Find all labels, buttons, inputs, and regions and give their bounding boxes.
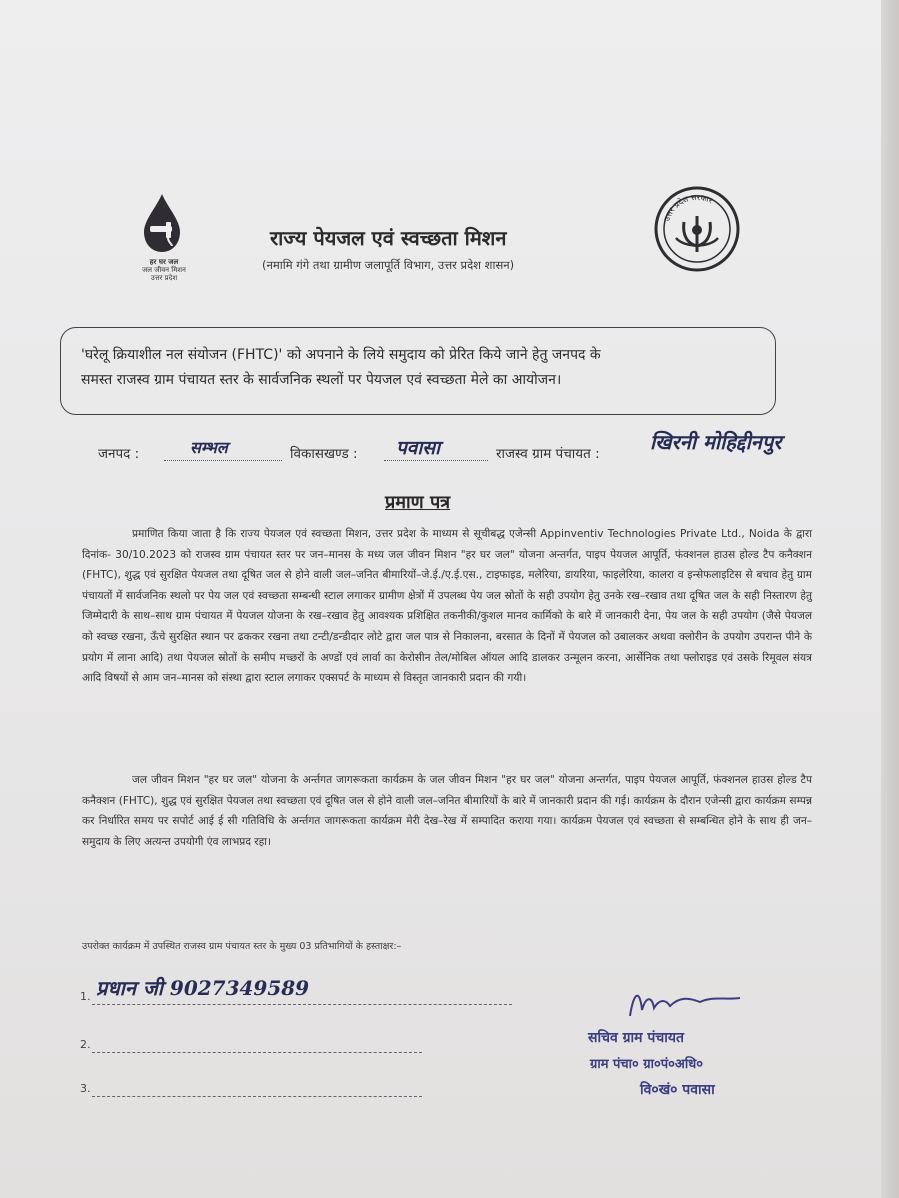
certificate-paragraph-2: जल जीवन मिशन "हर घर जल" योजना के अर्न्तगत जागरूकता कार्यक्रम के जल जीवन मिशन "हर घर जल" योजना अन्तर्गत, पाइप पेयजल आपूर्ति, फंक्शनल हाउस होल्ड टैप कनैक्शन (FHTC), शुद्ध एवं सुरक्षित पेयजल तथा स्वच्छता एवं दूषित जल से होने वाली जल–जनित बीमारियों के बारे में जानकारी प्रदान की गई। कार्यक्रम के दौरान एजेन्सी द्वारा कार्यक्रम सम्पन्न कर निर्धारित समय पर सपोर्ट आई ई सी गतिविधि के अर्न्तगत जागरूकता कार्यक्रम मेरी देख–रेख में सम्पादित कराया गया। कार्यक्रम पेयजल एवं स्वच्छता से सम्बन्धित होने के साथ ही जन–समुदाय के लिए अत्यन्त उपयोगी एंव लाभप्रद रहा। [82,774,812,848]
signature-number-3: 3. [80,1082,91,1095]
district-value: सम्भल [190,438,228,457]
signature-number-1: 1. [80,990,91,1003]
logo-caption-line3: उत्तर प्रदेश [150,274,178,282]
mission-title: राज्य पेयजल एवं स्वच्छता मिशन [270,226,507,250]
up-government-seal [654,186,740,272]
mission-subtitle: (नमामि गंगे तथा ग्रामीण जलापूर्ति विभाग, उत्तर प्रदेश शासन) [262,258,515,272]
village-value: खिरनी मोहिद्दीनपुर [650,430,782,454]
stamp-line-2: ग्राम पंचा० ग्रा०पं०अधि० [590,1057,703,1072]
stamp-line-1: सचिव ग्राम पंचायत [588,1030,684,1046]
har-ghar-jal-logo [128,192,200,282]
signature-line-3 [92,1086,422,1097]
signature-1-handwritten: प्रधान जी 9027349589 [96,976,310,1000]
banner-line-2: समस्त राजस्व ग्राम पंचायत स्तर के सार्वजनिक स्थलों पर पेयजल एवं स्वच्छता मेले का आयोजन। [81,372,562,388]
handwritten-signature-icon [620,986,760,1026]
signature-line-2 [92,1042,422,1053]
village-label: राजस्व ग्राम पंचायत : [496,446,600,462]
seal-text: उत्तर प्रदेश सरकार [662,192,715,223]
location-fields [98,430,858,468]
page-edge-shadow [881,0,899,1198]
stamp-line-3: वि०खं० पवासा [640,1082,715,1098]
certificate-title: प्रमाण पत्र [385,492,451,513]
logo-caption-line2: जल जीवन मिशन [142,266,186,274]
official-stamp [580,1012,800,1112]
block-label: विकासखण्ड : [290,446,358,462]
water-drop-icon [128,192,200,254]
signature-number-2: 2. [80,1038,91,1051]
block-value: पवासा [396,437,441,459]
event-banner [60,327,776,415]
signatures-intro: उपरोक्त कार्यक्रम में उपस्थित राजस्व ग्राम पंचायत स्तर के मुख्य 03 प्रतिभागियों के हस्ताक्षर:– [82,941,402,952]
district-label: जनपद : [98,446,140,462]
logo-caption-line1: हर घर जल [149,258,179,266]
banner-line-1: 'घरेलू क्रियाशील नल संयोजन (FHTC)' को अपनाने के लिये समुदाय को प्रेरित किये जाने हेतु जनपद के [81,347,601,363]
certificate-paragraph-1: प्रमाणित किया जाता है कि राज्य पेयजल एवं स्वच्छता मिशन, उत्तर प्रदेश के माध्यम से सूचीबद्ध एजेन्सी Appinventiv Technologies Private Ltd., Noida के द्वारा दिनांक- 30/10.2023 को राजस्व ग्राम पंचायत स्तर पर जन–मानस के मध्य जल जीवन मिशन "हर घर जल" योजना अन्तर्गत, पाइप पेयजल आपूर्ति, फंक्शनल हाउस होल्ड टैप कनैक्शन (FHTC), शुद्ध एवं सुरक्षित पेयजल तथा दूषित जल से होने वाली जल–जनित बीमारियों–जे.ई./ए.ई.एस., टाइफाइड, मलेरिया, डायरिया, फाइलेरिया, कालरा व इन्सेफलाइटिस से बचाव हेतु ग्राम पंचायतों में सार्वजनिक स्थलो पर पेय जल एवं स्वच्छता सम्बन्धी स्टाल लगाकर ग्रामीण क्षेत्रों में उपलब्ध पेय जल स्रोतों के सही उपयोग हेतु उनके रख–रखाव तथा दूषित जल के सही निस्तारण हेतु जिम्मेदारी के साथ–साथ ग्राम पंचायत में पेयजल योजना के रख–रखाव हेतु आवश्यक प्रशिक्षित तकनीकी/कुशल मानव कार्मिको के बारे में जानकारी देना, पेय जल के सही उपयोग (जैसे पेयजल को स्वच्छ रखना, ऊँचे सुरक्षित स्थान पर ढककर रखना तथा टन्टी/डन्डीदार लोटे द्वारा जल पात्र से निकालना, बरसात के दिनों में पेयजल को उबालकर अथवा क्लोरीन के उपयोग उपरान्त पीने के प्रयोग में लाना आदि) तथा पेयजल स्रोतों के समीप मच्छरों के अण्डों एवं लार्वा का केरोसीन तेल/मोबिल ऑयल आदि डालकर उन्मूलन करना, आर्सेनिक तथा फ्लोराइड एवं उसके रिमूवल संयत्र आदि विषयों से आम जन–मानस को संस्था द्वारा स्टाल लगाकर एक्सपर्ट के माध्यम से विस्तृत जानकारी प्रदान की गयी। [82,528,812,685]
